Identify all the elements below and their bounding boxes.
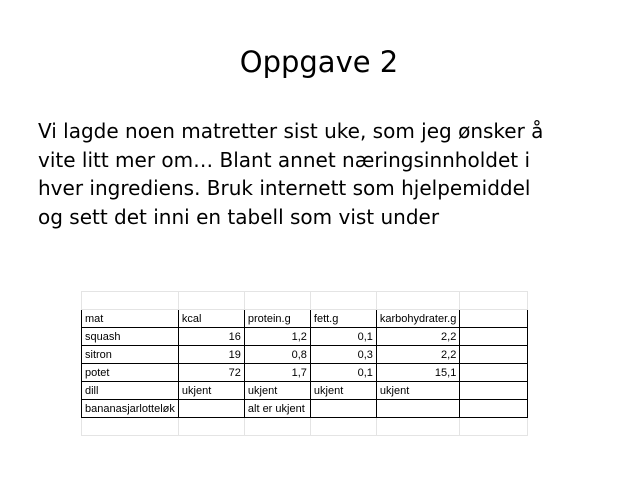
body-line-2: vite litt mer om… Blant annet næringsinnholdet i [38,147,531,172]
table-cell [376,418,459,436]
table-cell: ukjent [376,382,459,400]
table-cell [376,292,459,310]
table-row [82,328,528,346]
table-cell: 0,1 [310,364,376,382]
table-cell: 72 [178,364,244,382]
table-cell [178,400,244,418]
table-cell: 1,7 [244,364,310,382]
table-cell: 16 [178,328,244,346]
table-cell: squash [82,328,179,346]
table-cell [310,418,376,436]
table-row [82,400,528,418]
table-cell [460,418,528,436]
spacer-row [82,418,528,436]
table-cell [82,418,179,436]
header-cell: kcal [178,310,244,328]
table-cell [460,292,528,310]
table-row [82,382,528,400]
nutrition-table [81,291,528,436]
table-cell [178,292,244,310]
table-row [82,364,528,382]
table-cell: 15,1 [376,364,459,382]
table-cell: ukjent [310,382,376,400]
spacer-row [82,292,528,310]
table-cell: 19 [178,346,244,364]
slide-title: Oppgave 2 [239,45,399,79]
table-cell: sitron [82,346,179,364]
table-cell: potet [82,364,179,382]
table-cell: 0,3 [310,346,376,364]
table-row [82,346,528,364]
header-cell: fett.g [310,310,376,328]
table-cell [310,292,376,310]
table-cell: ukjent [244,382,310,400]
body-line-4: og sett det inni en tabell som vist under [38,204,440,229]
table-cell: alt er ukjent [244,400,310,418]
table-cell [376,400,459,418]
table-cell [460,364,528,382]
body-line-3: hver ingrediens. Bruk internett som hjelpemiddel [38,176,531,200]
table-cell: ukjent [178,382,244,400]
table-cell: 1,2 [244,328,310,346]
table-cell: 0,8 [244,346,310,364]
table-header-row [82,310,528,328]
table-cell [460,400,528,418]
body-line-1: Vi lagde noen matretter sist uke, som jeg ønsker å [38,119,544,143]
slide-body-text [38,117,628,231]
header-cell [460,310,528,328]
table-cell [82,292,179,310]
table-cell [244,292,310,310]
header-cell: mat [82,310,179,328]
table-cell: 2,2 [376,346,459,364]
table-cell [460,346,528,364]
table-cell [460,328,528,346]
table-cell [310,400,376,418]
table-cell: 0,1 [310,328,376,346]
table-cell: 2,2 [376,328,459,346]
header-cell: karbohydrater.g [376,310,459,328]
header-cell: protein.g [244,310,310,328]
table-cell [244,418,310,436]
table-cell [460,382,528,400]
table-cell: dill [82,382,179,400]
table-cell [178,418,244,436]
table-cell: bananasjarlotteløk [82,400,179,418]
